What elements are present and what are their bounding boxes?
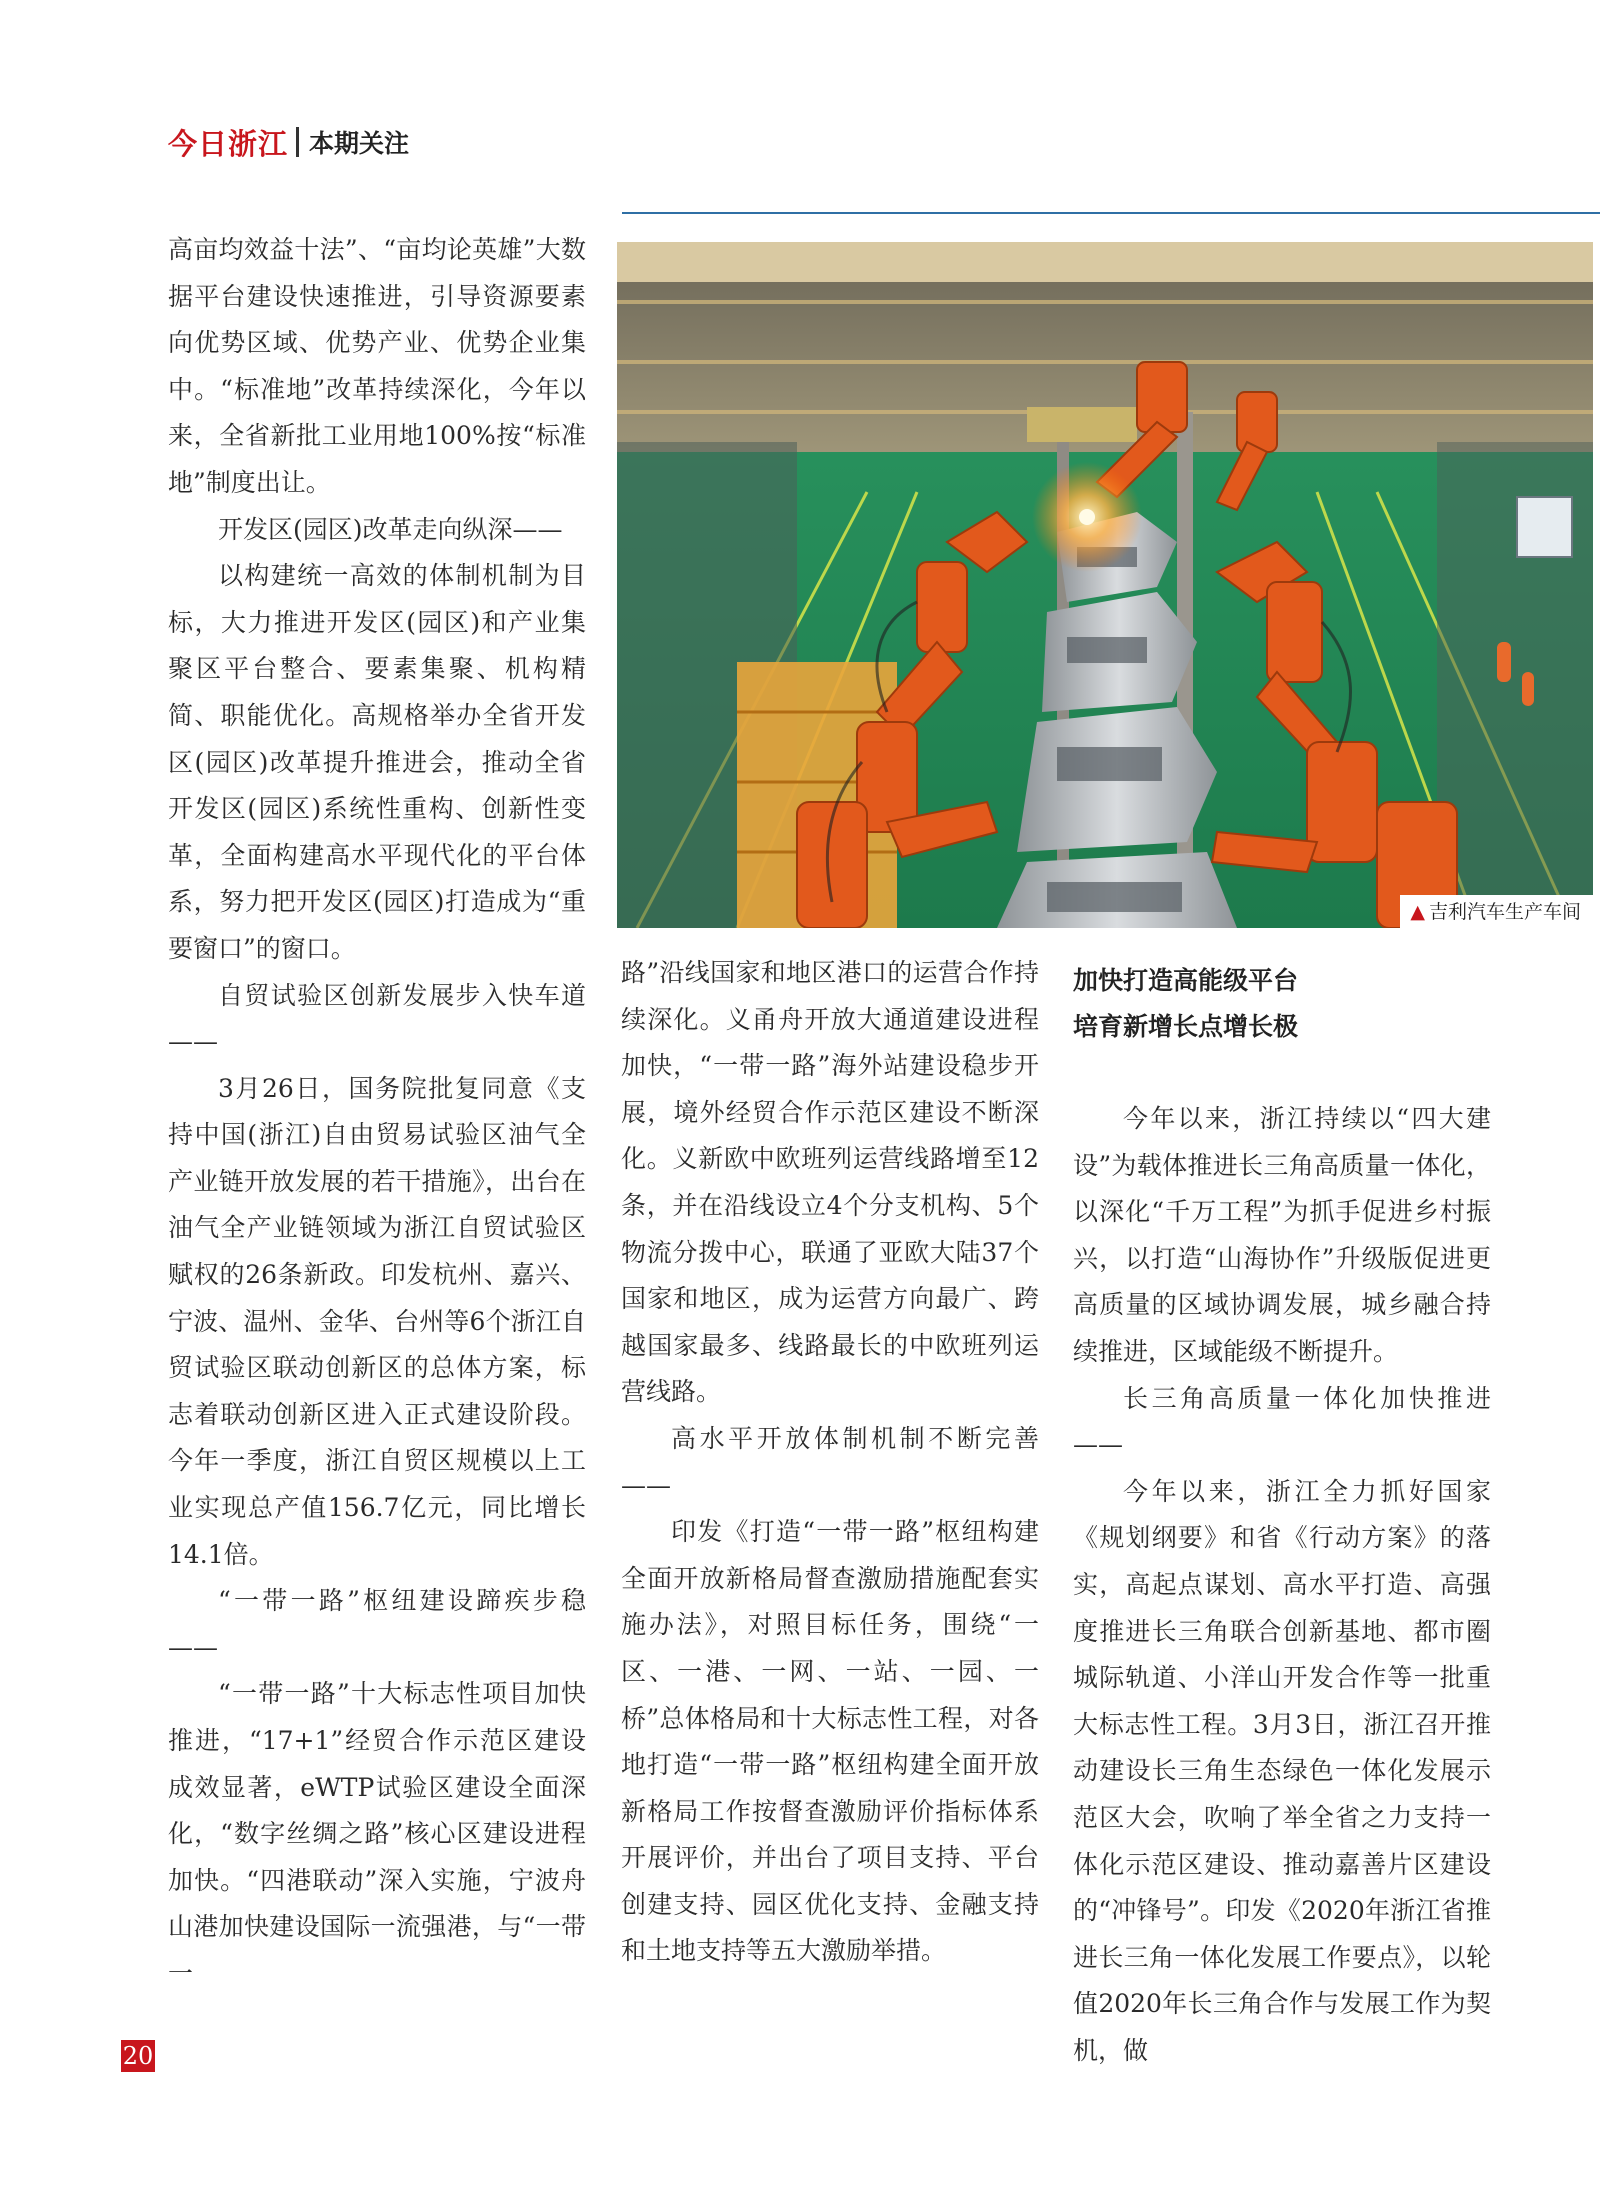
photo-caption bbox=[1400, 895, 1593, 928]
subheading: “一带一路”枢纽建设蹄疾步稳—— bbox=[168, 1586, 586, 1662]
paragraph: 高亩均效益十法”、“亩均论英雄”大数据平台建设快速推进，引导资源要素向优势区域、优势产业、优势企业集中。“标准地”改革持续深化，今年以来，全省新批工业用地100%按“标准地”制度出让。 bbox=[168, 235, 586, 497]
column-3 bbox=[1073, 1096, 1491, 2074]
column-2 bbox=[621, 950, 1039, 1975]
caption-triangle-icon: ▲ bbox=[1410, 901, 1425, 923]
paragraph: 路”沿线国家和地区港口的运营合作持续深化。义甬舟开放大通道建设进程加快，“一带一路”海外站建设稳步开展，境外经贸合作示范区建设不断深化。义新欧中欧班列运营线路增至12条，并在沿线设立4个分支机构、5个物流分拨中心，联通了亚欧大陆37个国家和地区，成为运营方向最广、跨越国家最多、线路最长的中欧班列运营线路。 bbox=[621, 958, 1039, 1407]
subheading: 自贸试验区创新发展步入快车道—— bbox=[168, 980, 586, 1057]
header-divider bbox=[296, 127, 299, 157]
subheading-line-2: 培育新增长点增长极 bbox=[1073, 1012, 1299, 1041]
subheading-line-1: 加快打造高能级平台 bbox=[1073, 966, 1299, 995]
paragraph: 以构建统一高效的体制机制为目标，大力推进开发区(园区)和产业集聚区平台整合、要素集聚、机构精简、职能优化。高规格举办全省开发区(园区)改革提升推进会，推动全省开发区(园区)系统性重构、创新性变革，全面构建高水平现代化的平台体系，努力把开发区(园区)打造成为“重要窗口”的窗口。 bbox=[168, 561, 586, 963]
section-subheading bbox=[1073, 958, 1493, 1050]
subheading: 长三角高质量一体化加快推进—— bbox=[1073, 1383, 1491, 1460]
paragraph: “一带一路”十大标志性项目加快推进，“17+1”经贸合作示范区建设成效显著，eWTP试验区建设全面深化，“数字丝绸之路”核心区建设进程加快。“四港联动”深入实施，宁波舟山港加快建设国际一流强港，与“一带一 bbox=[168, 1679, 586, 1988]
factory-photo bbox=[617, 242, 1593, 928]
page-header bbox=[168, 124, 409, 160]
subheading: 开发区(园区)改革走向纵深—— bbox=[218, 514, 563, 544]
top-rule bbox=[622, 212, 1600, 214]
paragraph: 今年以来，浙江全力抓好国家《规划纲要》和省《行动方案》的落实，高起点谋划、高水平打造、高强度推进长三角联合创新基地、都市圈城际轨道、小洋山开发合作等一批重大标志性工程。3月3日，浙江召开推动建设长三角生态绿色一体化发展示范区大会，吹响了举全省之力支持一体化示范区建设、推动嘉善片区建设的“冲锋号”。印发《2020年浙江省推进长三角一体化发展工作要点》，以轮值2020年长三角合作与发展工作为契机，做 bbox=[1073, 1476, 1491, 2065]
subheading: 高水平开放体制机制不断完善—— bbox=[621, 1423, 1039, 1500]
caption-text: 吉利汽车生产车间 bbox=[1428, 901, 1581, 923]
magazine-logo: 今日浙江 bbox=[168, 126, 289, 161]
column-1 bbox=[168, 227, 586, 1998]
paragraph: 印发《打造“一带一路”枢纽构建全面开放新格局督查激励措施配套实施办法》，对照目标任务，围绕“一区、一港、一网、一站、一园、一桥”总体格局和十大标志性工程，对各地打造“一带一路”枢纽构建全面开放新格局工作按督查激励评价指标体系开展评价，并出台了项目支持、平台创建支持、园区优化支持、金融支持和土地支持等五大激励举措。 bbox=[621, 1517, 1039, 1966]
paragraph: 今年以来，浙江持续以“四大建设”为载体推进长三角高质量一体化，以深化“千万工程”为抓手促进乡村振兴，以打造“山海协作”升级版促进更高质量的区域协调发展，城乡融合持续推进，区域能级不断提升。 bbox=[1073, 1104, 1491, 1366]
section-title: 本期关注 bbox=[309, 129, 410, 158]
paragraph: 3月26日，国务院批复同意《支持中国(浙江)自由贸易试验区油气全产业链开放发展的若干措施》，出台在油气全产业链领域为浙江自贸试验区赋权的26条新政。印发杭州、嘉兴、宁波、温州、金华、台州等6个浙江自贸试验区联动创新区的总体方案，标志着联动创新区进入正式建设阶段。今年一季度，浙江自贸区规模以上工业实现总产值156.7亿元，同比增长14.1倍。 bbox=[168, 1073, 586, 1569]
page-number: 20 bbox=[122, 2042, 154, 2070]
robot-assembly-line-illustration bbox=[617, 242, 1593, 928]
